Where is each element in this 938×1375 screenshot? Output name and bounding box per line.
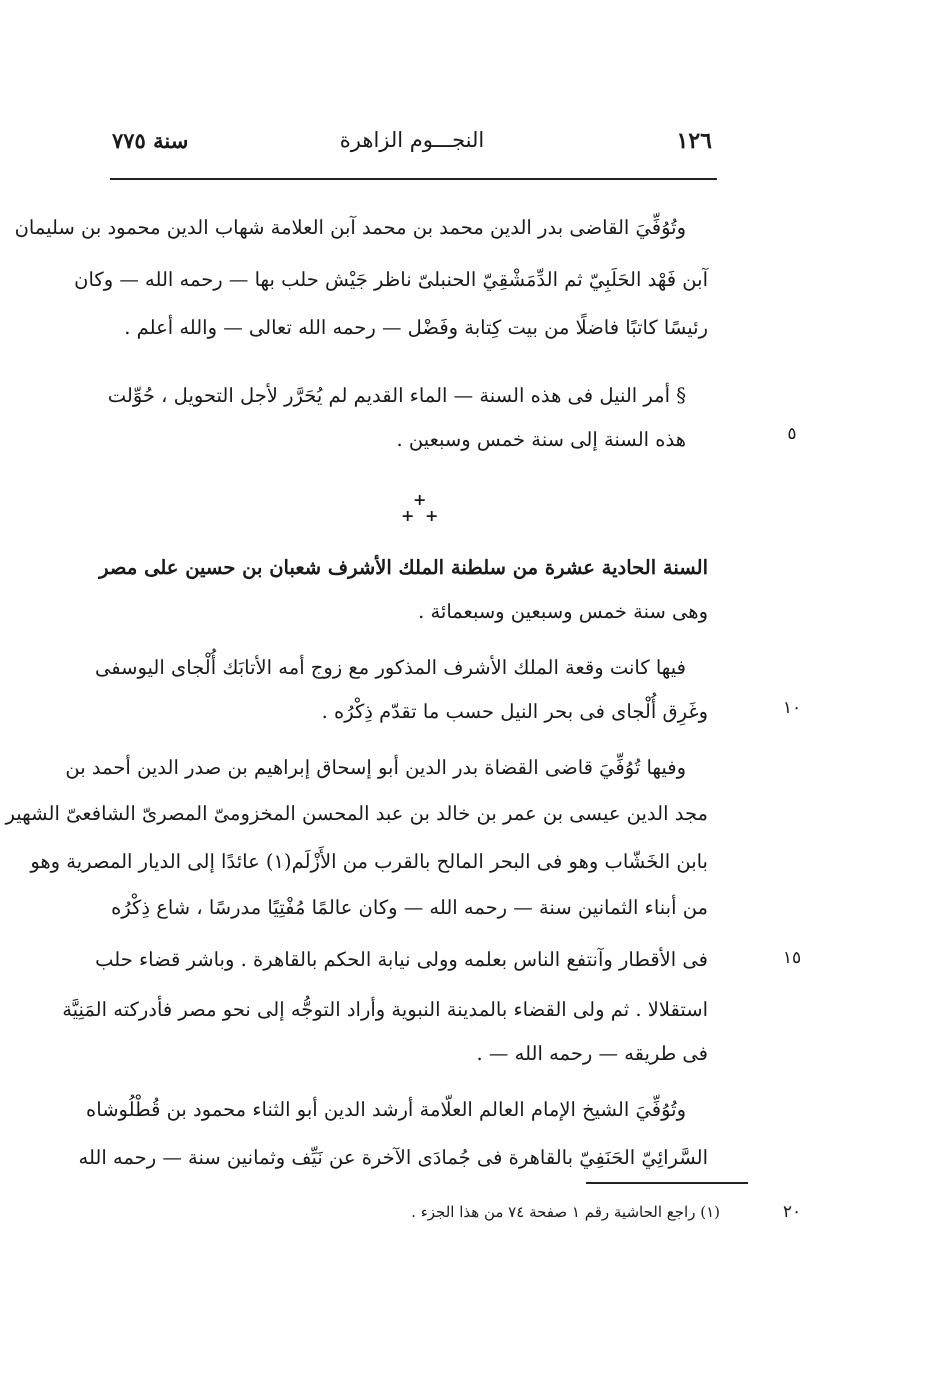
text-line: وتُوُفِّيَ الشيخ الإمام العالم العلّامة أرشد الدين أبو الثناء محمود بن قُطْلُوشاه (86, 1098, 686, 1121)
text-line: السَّرائِيّ الحَنَفِيّ بالقاهرة فى جُمادَى الآخرة عن نَيِّف وثمانين سنة — رحمه الله (78, 1146, 708, 1169)
text-line: فى طريقه — رحمه الله — . (476, 1042, 708, 1065)
footnote: (١) راجع الحاشية رقم ١ صفحة ٧٤ من هذا الجزء . (411, 1203, 720, 1221)
section-divider-asterism: + + + (401, 490, 439, 525)
line-number: ١٠ (782, 698, 802, 718)
running-header (112, 128, 712, 168)
text-line: وفيها تُوُفِّيَ قاضى القضاة بدر الدين أبو إسحاق إبراهيم بن صدر الدين أحمد بن (65, 756, 686, 779)
text-line: وغَرِق أُلْجاى فى بحر النيل حسب ما تقدّم ذِكْرُه . (321, 700, 708, 723)
text-line: رئيسًا كاتبًا فاضلًا من بيت كِتابة وفَضْل — رحمه الله تعالى — والله أعلم . (124, 316, 708, 339)
text-line: بابن الخَشّاب وهو فى البحر المالح بالقرب من الأَزْلَم(١) عائدًا إلى الديار المصرية وهو (30, 850, 708, 873)
text-line: فى الأقطار وآنتفع الناس بعلمه وولى نيابة الحكم بالقاهرة . وباشر قضاء حلب (95, 948, 708, 971)
page-number: ١٢٦ (676, 128, 712, 154)
header-rule (110, 178, 717, 180)
line-number: ٢٠ (782, 1202, 802, 1222)
footnote-rule (586, 1182, 748, 1184)
text-line: آبن فَهْد الحَلَبِيّ ثم الدِّمَشْقِيّ الحنبلىّ ناظر جَيْش حلب بها — رحمه الله — وكان (74, 268, 708, 291)
text-line: هذه السنة إلى سنة خمس وسبعين . (396, 428, 686, 451)
text-line: من أبناء الثمانين سنة — رحمه الله — وكان عالمًا مُفْتِيًا مدرسًا ، شاع ذِكْرُه (111, 896, 708, 919)
text-line: § أمر النيل فى هذه السنة — الماء القديم لم يُحَرَّر لأجل التحويل ، حُوِّلت (107, 384, 686, 407)
text-line: استقلالا . ثم ولى القضاء بالمدينة النبوية وأراد التوجُّه إلى نحو مصر فأدركته المَنِيَّة (62, 998, 708, 1021)
line-number: ١٥ (782, 948, 802, 968)
text-line: فيها كانت وقعة الملك الأشرف المذكور مع زوج أمه الأتابَك أُلْجاى اليوسفى (95, 656, 686, 679)
text-line: وهى سنة خمس وسبعين وسبعمائة . (418, 600, 708, 623)
line-number: ٥ (787, 424, 797, 444)
book-title: النجـــوم الزاهرة (339, 128, 485, 152)
year-heading-line: السنة الحادية عشرة من سلطنة الملك الأشرف شعبان بن حسين على مصر (99, 556, 708, 579)
year-label: سنة ٧٧٥ (112, 128, 189, 153)
text-line: وتُوُفِّيَ القاضى بدر الدين محمد بن محمد آبن العلامة شهاب الدين محمود بن سليمان (14, 216, 686, 239)
text-line: مجد الدين عيسى بن عمر بن خالد بن عبد المحسن المخزومىّ المصرىّ الشافعىّ الشهير (5, 802, 708, 825)
